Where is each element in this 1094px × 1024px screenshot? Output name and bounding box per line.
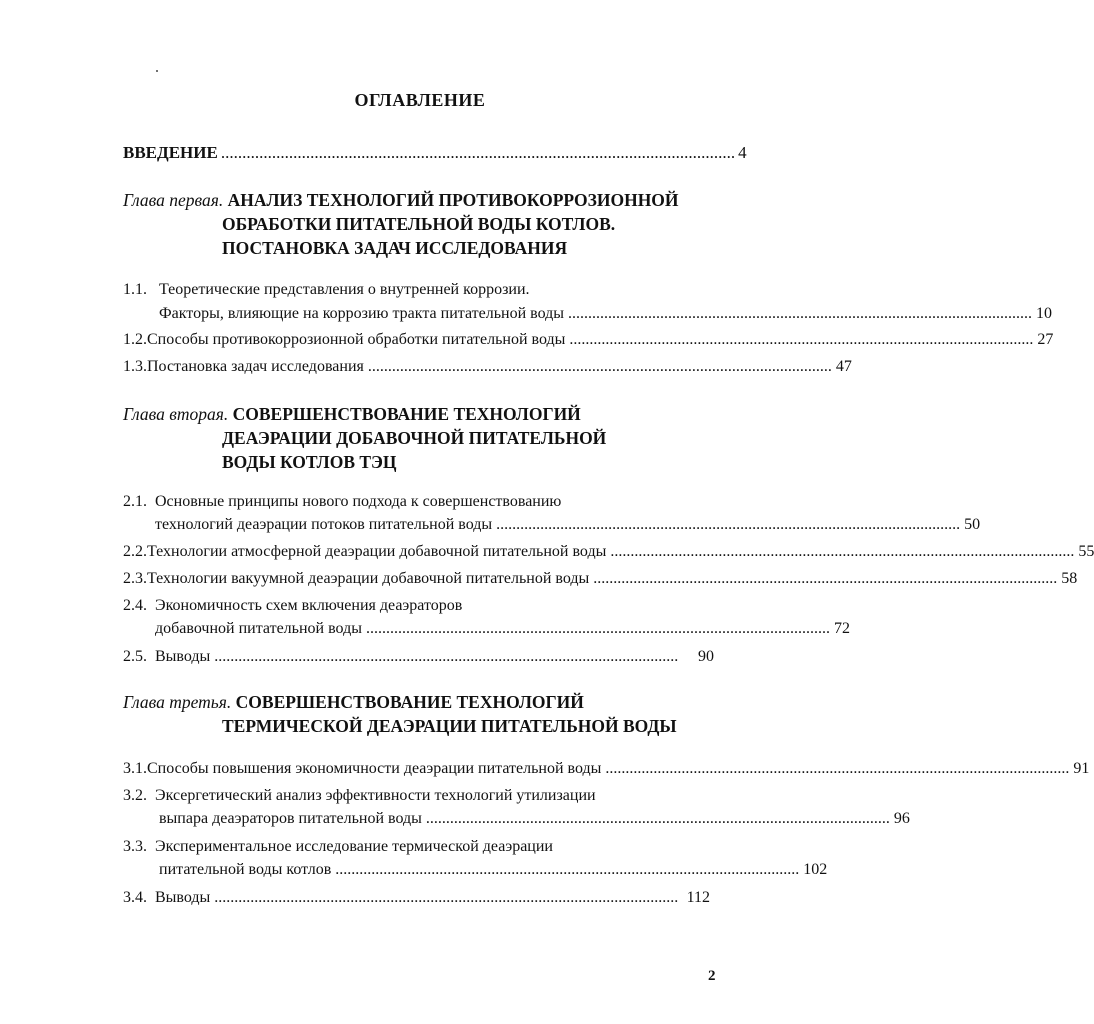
toc-entry-3-1[interactable] xyxy=(123,760,1090,778)
chapter-1-title-line-1: АНАЛИЗ ТЕХНОЛОГИЙ ПРОТИВОКОРРОЗИОННОЙ xyxy=(227,190,679,210)
entry-number: 1.1. xyxy=(123,281,147,298)
entry-text: Способы повышения экономичности деаэрации питательной воды xyxy=(147,760,602,777)
entry-page: 90 xyxy=(698,648,714,665)
entry-number: 2.5. xyxy=(123,648,147,665)
entry-number: 2.1. xyxy=(123,493,147,510)
entry-page: 27 xyxy=(1037,331,1054,348)
toc-entry-2-4-line-1[interactable] xyxy=(123,597,717,615)
toc-entry-3-2-line-1[interactable] xyxy=(123,787,717,805)
leader-dots: ......................................................................................................................... xyxy=(220,143,736,162)
toc-entry-2-4-line-2[interactable] xyxy=(155,620,850,638)
entry-page: 10 xyxy=(1036,305,1052,322)
entry-page: 50 xyxy=(964,516,981,533)
toc-entry-2-2[interactable] xyxy=(123,543,1094,561)
chapter-2-title-line-3: ВОДЫ КОТЛОВ ТЭЦ xyxy=(222,452,397,472)
entry-page: 102 xyxy=(803,861,828,878)
entry-page: 72 xyxy=(833,620,850,637)
intro-label: ВВЕДЕНИЕ xyxy=(123,143,218,162)
leader-dots: .................................................................................................................... xyxy=(569,331,1034,348)
entry-page: 112 xyxy=(686,889,710,906)
chapter-2-title-line-1: СОВЕРШЕНСТВОВАНИЕ ТЕХНОЛОГИЙ xyxy=(232,404,581,424)
toc-entry-introduction[interactable] xyxy=(123,143,747,163)
entry-page: 96 xyxy=(893,810,910,827)
toc-entry-3-4[interactable] xyxy=(123,889,710,907)
entry-text: питательной воды котлов xyxy=(159,861,332,878)
entry-number: 3.1. xyxy=(123,760,147,777)
entry-text: технологий деаэрации потоков питательной воды xyxy=(155,516,493,533)
leader-dots: .................................................................................................................... xyxy=(425,810,890,827)
chapter-2-title-line-2: ДЕАЭРАЦИИ ДОБАВОЧНОЙ ПИТАТЕЛЬНОЙ xyxy=(222,428,607,448)
entry-page: 58 xyxy=(1061,570,1078,587)
chapter-1-title-line-3: ПОСТАНОВКА ЗАДАЧ ИССЛЕДОВАНИЯ xyxy=(222,238,568,258)
chapter-3-prefix: Глава третья. xyxy=(123,692,232,712)
entry-text: Выводы xyxy=(155,889,211,906)
entry-number: 1.2. xyxy=(123,331,147,348)
leader-dots: .................................................................................................................... xyxy=(214,889,679,906)
entry-text: Теоретические представления о внутренней коррозии. xyxy=(159,281,530,298)
chapter-1-heading xyxy=(123,190,679,211)
entry-text: Эксергетический анализ эффективности технологий утилизации xyxy=(155,787,596,804)
entry-number: 2.3. xyxy=(123,570,147,587)
toc-entry-2-1-line-2[interactable] xyxy=(155,516,981,534)
entry-text: Способы противокоррозионной обработки питательной воды xyxy=(147,331,566,348)
leader-dots: .................................................................................................................... xyxy=(214,648,679,665)
toc-entry-2-3[interactable] xyxy=(123,570,1078,588)
chapter-3-heading xyxy=(123,692,584,713)
entry-text: Выводы xyxy=(155,648,211,665)
chapter-1-prefix: Глава первая. xyxy=(123,190,224,210)
leader-dots: .................................................................................................................... xyxy=(365,620,830,637)
chapter-2-prefix: Глава вторая. xyxy=(123,404,229,424)
chapter-3-title-line-2: ТЕРМИЧЕСКОЙ ДЕАЭРАЦИИ ПИТАТЕЛЬНОЙ ВОДЫ xyxy=(222,716,677,736)
intro-page: 4 xyxy=(738,143,747,162)
toc-entry-1-1-line-2[interactable] xyxy=(159,305,1052,323)
entry-text: добавочной питательной воды xyxy=(155,620,362,637)
entry-text: Экономичность схем включения деаэраторов xyxy=(155,597,463,614)
page-title: ОГЛАВЛЕНИЕ xyxy=(354,90,486,110)
entry-text: Технологии атмосферной деаэрации добавочной питательной воды xyxy=(147,543,607,560)
toc-entry-1-1-line-1[interactable] xyxy=(123,281,717,299)
leader-dots: .................................................................................................................... xyxy=(335,861,800,878)
entry-number: 2.2. xyxy=(123,543,147,560)
entry-number: 3.3. xyxy=(123,838,147,855)
chapter-3-title-line-1: СОВЕРШЕНСТВОВАНИЕ ТЕХНОЛОГИЙ xyxy=(235,692,584,712)
entry-text: Экспериментальное исследование термической деаэрации xyxy=(155,838,553,855)
leader-dots: .................................................................................................................... xyxy=(568,305,1032,322)
entry-text: Постановка задач исследования xyxy=(147,358,364,375)
toc-entry-3-3-line-1[interactable] xyxy=(123,838,717,856)
entry-text: Технологии вакуумной деаэрации добавочной питательной воды xyxy=(147,570,590,587)
scan-speck xyxy=(156,70,158,72)
toc-entry-2-5[interactable] xyxy=(123,648,714,666)
entry-page: 47 xyxy=(835,358,852,375)
toc-entry-2-1-line-1[interactable] xyxy=(123,493,717,511)
leader-dots: .................................................................................................................... xyxy=(605,760,1070,777)
chapter-1-title-line-2: ОБРАБОТКИ ПИТАТЕЛЬНОЙ ВОДЫ КОТЛОВ. xyxy=(222,214,616,234)
entry-number: 3.4. xyxy=(123,889,147,906)
toc-entry-1-3[interactable] xyxy=(123,358,852,376)
entry-page: 55 xyxy=(1078,543,1094,560)
page-number: 2 xyxy=(708,968,716,984)
leader-dots: .................................................................................................................... xyxy=(367,358,832,375)
chapter-2-heading xyxy=(123,404,581,425)
entry-number: 1.3. xyxy=(123,358,147,375)
leader-dots: .................................................................................................................... xyxy=(593,570,1058,587)
entry-page: 91 xyxy=(1073,760,1090,777)
toc-entry-3-3-line-2[interactable] xyxy=(159,861,828,879)
entry-text: Факторы, влияющие на коррозию тракта питательной воды xyxy=(159,305,564,322)
entry-number: 2.4. xyxy=(123,597,147,614)
entry-number: 3.2. xyxy=(123,787,147,804)
leader-dots: .................................................................................................................... xyxy=(496,516,961,533)
toc-entry-1-2[interactable] xyxy=(123,331,1054,349)
entry-text: Основные принципы нового подхода к совершенствованию xyxy=(155,493,562,510)
toc-entry-3-2-line-2[interactable] xyxy=(159,810,910,828)
entry-text: выпара деаэраторов питательной воды xyxy=(159,810,422,827)
leader-dots: .................................................................................................................... xyxy=(610,543,1075,560)
